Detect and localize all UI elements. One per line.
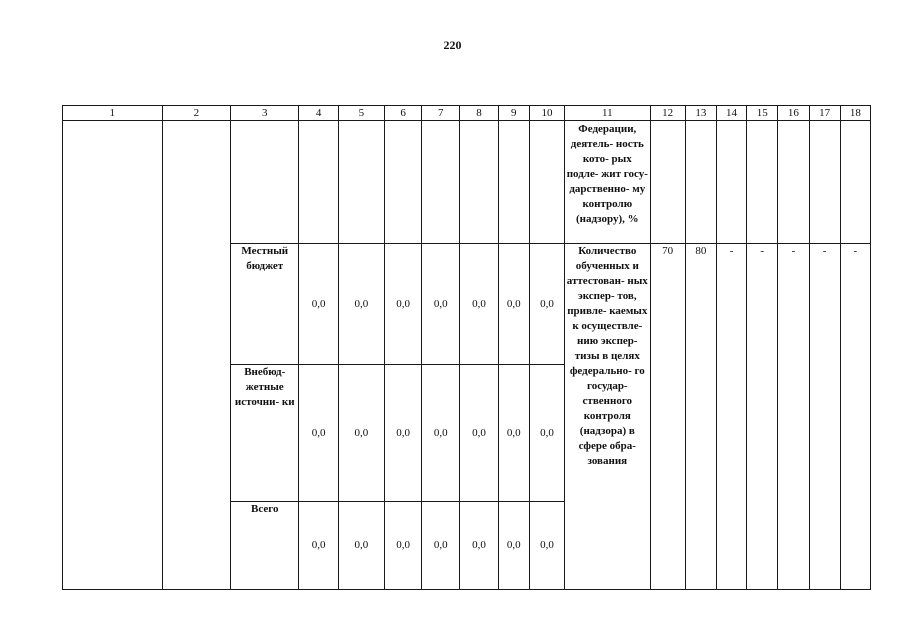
table-cell bbox=[778, 121, 809, 244]
header-cell: 6 bbox=[384, 106, 421, 121]
table-cell bbox=[338, 121, 384, 244]
value-cell: 0,0 bbox=[338, 244, 384, 365]
target-value-cell: - bbox=[747, 244, 778, 590]
value-cell: 0,0 bbox=[338, 365, 384, 502]
header-cell: 2 bbox=[162, 106, 230, 121]
value-cell: 0,0 bbox=[460, 502, 498, 590]
header-cell: 13 bbox=[685, 106, 716, 121]
table-cell bbox=[498, 121, 529, 244]
header-cell: 5 bbox=[338, 106, 384, 121]
value-cell: 0,0 bbox=[422, 244, 460, 365]
header-cell: 4 bbox=[299, 106, 338, 121]
header-cell: 9 bbox=[498, 106, 529, 121]
target-value-cell: - bbox=[716, 244, 746, 590]
value-cell: 0,0 bbox=[529, 244, 564, 365]
value-cell: 0,0 bbox=[338, 502, 384, 590]
value-cell: 0,0 bbox=[299, 244, 338, 365]
value-cell: 0,0 bbox=[422, 502, 460, 590]
header-cell: 10 bbox=[529, 106, 564, 121]
funding-source-cell: Всего bbox=[231, 502, 299, 590]
table-container bbox=[62, 105, 871, 590]
value-cell: 0,0 bbox=[498, 244, 529, 365]
value-cell: 0,0 bbox=[384, 365, 421, 502]
value-cell: 0,0 bbox=[460, 365, 498, 502]
table-cell bbox=[529, 121, 564, 244]
table-cell bbox=[231, 121, 299, 244]
funding-source-cell: Внебюд- жетные источни- ки bbox=[231, 365, 299, 502]
value-cell: 0,0 bbox=[299, 502, 338, 590]
value-cell: 0,0 bbox=[460, 244, 498, 365]
table-cell bbox=[422, 121, 460, 244]
header-cell: 7 bbox=[422, 106, 460, 121]
value-cell: 0,0 bbox=[384, 502, 421, 590]
table-cell bbox=[716, 121, 746, 244]
target-value-cell: - bbox=[809, 244, 840, 590]
funding-source-cell: Местный бюджет bbox=[231, 244, 299, 365]
value-cell: 0,0 bbox=[498, 365, 529, 502]
header-cell: 17 bbox=[809, 106, 840, 121]
table-cell bbox=[384, 121, 421, 244]
table-cell bbox=[650, 121, 685, 244]
indicator-text-cell: Количество обученных и аттестован- ных экспер- тов, привле- каемых к осуществле- нию экспер- тизы в целях федерально- го государ- ственного контроля (надзора) в сфере обра- зования bbox=[565, 244, 651, 590]
header-cell: 18 bbox=[840, 106, 870, 121]
table-cell bbox=[460, 121, 498, 244]
header-cell: 14 bbox=[716, 106, 746, 121]
value-cell: 0,0 bbox=[529, 365, 564, 502]
value-cell: 0,0 bbox=[384, 244, 421, 365]
table-cell bbox=[685, 121, 716, 244]
target-value-cell: 80 bbox=[685, 244, 716, 590]
table-cell bbox=[809, 121, 840, 244]
header-cell: 8 bbox=[460, 106, 498, 121]
page-number: 220 bbox=[443, 38, 462, 52]
table-cell bbox=[840, 121, 870, 244]
target-value-cell: - bbox=[778, 244, 809, 590]
indicator-text-cell: Федерации, деятель- ность кото- рых подле- жит госу- дарственно- му контролю (надзору), % bbox=[565, 121, 651, 244]
table-cell-col1 bbox=[63, 121, 163, 590]
header-cell: 12 bbox=[650, 106, 685, 121]
target-value-cell: 70 bbox=[650, 244, 685, 590]
table-cell bbox=[299, 121, 338, 244]
value-cell: 0,0 bbox=[498, 502, 529, 590]
value-cell: 0,0 bbox=[529, 502, 564, 590]
value-cell: 0,0 bbox=[299, 365, 338, 502]
header-cell: 15 bbox=[747, 106, 778, 121]
table-cell bbox=[747, 121, 778, 244]
header-cell: 16 bbox=[778, 106, 809, 121]
target-value-cell: - bbox=[840, 244, 870, 590]
header-row bbox=[63, 106, 871, 121]
header-cell: 1 bbox=[63, 106, 163, 121]
value-cell: 0,0 bbox=[422, 365, 460, 502]
table-cell-col2 bbox=[162, 121, 230, 590]
header-cell: 11 bbox=[565, 106, 651, 121]
header-cell: 3 bbox=[231, 106, 299, 121]
table-row bbox=[63, 121, 871, 244]
data-table bbox=[62, 105, 871, 590]
